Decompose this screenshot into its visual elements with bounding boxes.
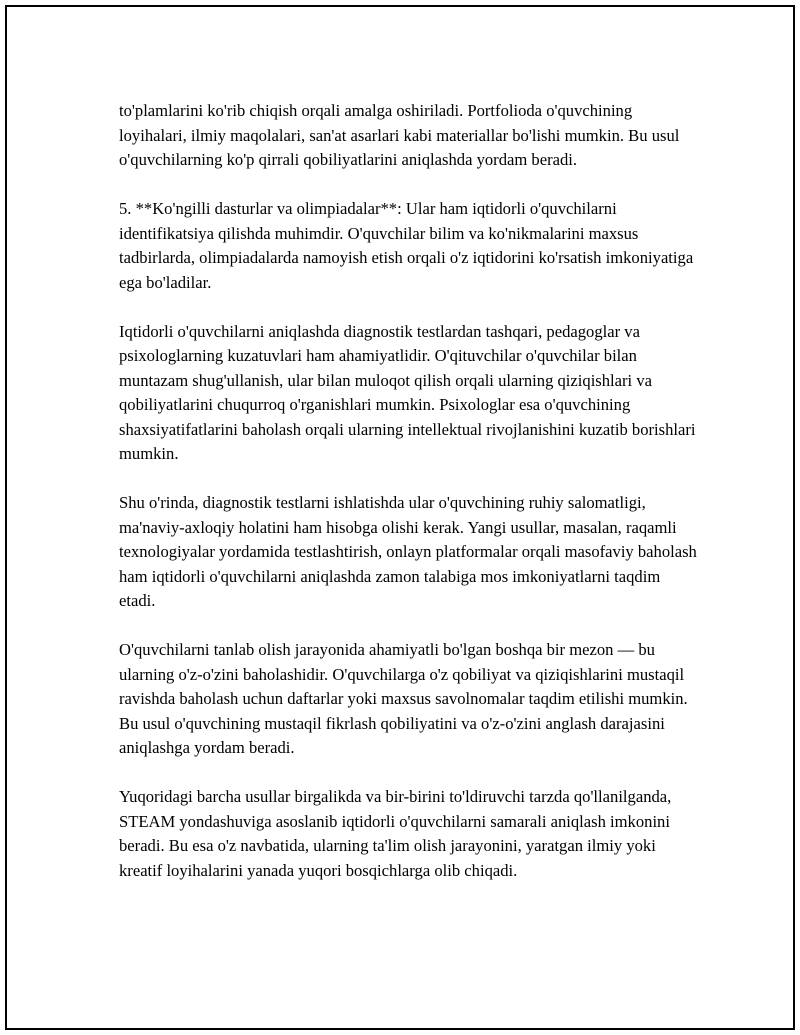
document-body xyxy=(119,99,699,908)
document-page xyxy=(5,5,795,1030)
paragraph-self-assessment: O'quvchilarni tanlab olish jarayonida ahamiyatli bo'lgan boshqa bir mezon — bu ularning o'z-o'zini baholashidir. O'quvchilarga o'z qobiliyat va qiziqishlarini mustaqil ravishda baholash uchun daftarlar yoki maxsus savolnomalar taqdim etilishi mumkin. Bu usul o'quvchining mustaqil fikrlash qobiliyatini va o'z-o'zini anglash darajasini aniqlashga yordam beradi. xyxy=(119,640,688,757)
paragraph-diagnostic-tests: Shu o'rinda, diagnostik testlarni ishlatishda ular o'quvchining ruhiy salomatligi, ma'naviy-axloqiy holatini ham hisobga olishi kerak. Yangi usullar, masalan, raqamli texnologiyalar yordamida testlashtirish, onlayn platformalar orqali masofaviy baholash ham iqtidorli o'quvchilarni aniqlashda zamon talabiga mos imkoniyatlarni taqdim etadi. xyxy=(119,493,697,610)
paragraph-conclusion: Yuqoridagi barcha usullar birgalikda va bir-birini to'ldiruvchi tarzda qo'llanilganda, STEAM yondashuviga asoslanib iqtidorli o'quvchilarni samarali aniqlash imkonini beradi. Bu esa o'z navbatida, ularning ta'lim olish jarayonini, yaratgan ilmiy yoki kreatif loyihalarini yanada yuqori bosqichlarga olib chiqadi. xyxy=(119,787,672,880)
paragraph-observations: Iqtidorli o'quvchilarni aniqlashda diagnostik testlardan tashqari, pedagoglar va psixologlarning kuzatuvlari ham ahamiyatlidir. O'qituvchilar o'quvchilar bilan muntazam shug'ullanish, ular bilan muloqot qilish orqali ularning qiziqishlari va qobiliyatlarini chuqurroq o'rganishlari mumkin. Psixologlar esa o'quvchining shaxsiyatifatlarini baholash orqali ularning intellektual rivojlanishini kuzatib borishlari mumkin. xyxy=(119,321,696,463)
paragraph-olympiads: 5. **Ko'ngilli dasturlar va olimpiadalar**: Ular ham iqtidorli o'quvchilarni identifikatsiya qilishda muhimdir. O'quvchilar bilim va ko'nikmalarini maxsus tadbirlarda, olimpiadalarda namoyish etish orqali o'z iqtidorini ko'rsatish imkoniyatiga ega bo'ladilar. xyxy=(119,199,694,292)
paragraph-portfolio-continuation: to'plamlarini ko'rib chiqish orqali amalga oshiriladi. Portfolioda o'quvchining loyihalari, ilmiy maqolalari, san'at asarlari kabi materiallar bo'lishi mumkin. Bu usul o'quvchilarning ko'p qirrali qobiliyatlarini aniqlashda yordam beradi. xyxy=(119,101,680,169)
